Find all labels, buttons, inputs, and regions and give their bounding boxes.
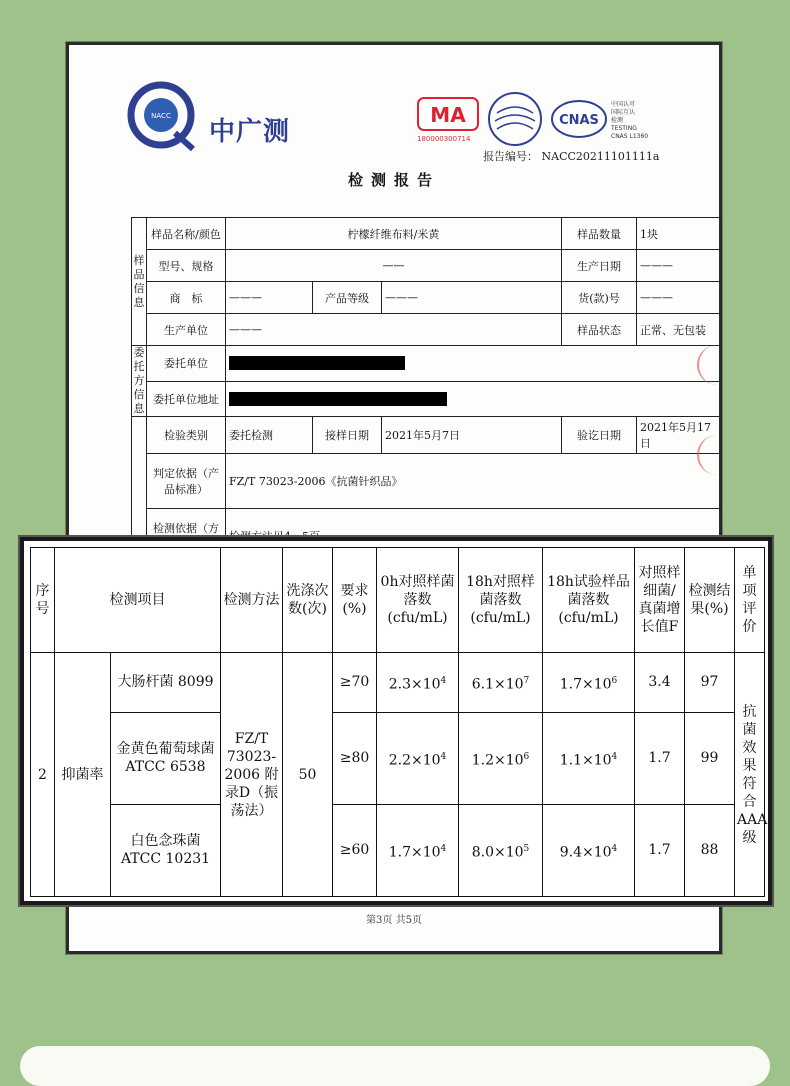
- certification-marks: [417, 91, 687, 151]
- header-rating: 单项评价: [735, 548, 765, 653]
- group-label-sample: 样品信息: [132, 218, 147, 346]
- table-row: 2 抑菌率 大肠杆菌 8099 FZ/T 73023-2006 附录D（振荡法） 50 ≥70 $2.3\times 10^4$ $6.1\times 10^7$ $1.7\times 10^6$ 3.4 97 抗菌效果符合AAA级: [31, 653, 765, 713]
- header-item: 检测项目: [55, 548, 221, 653]
- cnas-mark-icon: [551, 99, 607, 139]
- cma-mark-icon: [417, 97, 479, 131]
- seq-cell: 2: [31, 653, 55, 897]
- svg-text:CNAS: CNAS: [559, 113, 599, 128]
- washes-cell: 50: [283, 653, 333, 897]
- results-table: [30, 547, 768, 897]
- organism-cell: 金黄色葡萄球菌 ATCC 6538: [111, 712, 221, 804]
- header-ctrl0: 0h对照样菌落数(cfu/mL): [377, 548, 459, 653]
- method-cell: FZ/T 73023-2006 附录D（振荡法）: [221, 653, 283, 897]
- organism-cell: 大肠杆菌 8099: [111, 653, 221, 713]
- logo-text: 中广测: [209, 117, 291, 147]
- report-title: 检测报告: [347, 171, 440, 189]
- sample-info-table: 样品信息 样品名称/颜色 柠檬纤维布料/米黄 样品数量 1块 型号、规格 —— 生产日期 ——— 商 标 ——— 产品等级 ——— 货(款)号 ——— 生产单位 ——— 样品状态 正常、无包装 委托方信息 委托单位 委托单位地址 检验类别 委托检测 接样日期 2021年5月7日 验讫日期 2021年5月17日 判定依据（产品标准） FZ/T 73023-2006《抗菌针织品》 检测依据（方: [131, 217, 722, 564]
- organism-cell: 白色念珠菌 ATCC 10231: [111, 804, 221, 896]
- report-number: 报告编号： NACC20211101111a: [483, 150, 660, 163]
- category-cell: 抑菌率: [55, 653, 111, 897]
- header-seq: 序号: [31, 548, 55, 653]
- nacc-logo: [127, 81, 327, 161]
- header-washes: 洗涤次数(次): [283, 548, 333, 653]
- ilac-mra-mark-icon: [487, 91, 543, 147]
- svg-text:MA: MA: [430, 103, 466, 127]
- header-result: 检测结果(%): [685, 548, 735, 653]
- cnas-note: 中国认可 国际互认 检测 TESTING CNAS L1360: [611, 101, 649, 140]
- table-row: 白色念珠菌 ATCC 10231 ≥60 $1.7\times 10^4$ $8.0\times 10^5$ $9.4\times 10^4$ 1.7 88: [31, 804, 765, 896]
- group-label-client: 委托方信息: [133, 346, 145, 415]
- redaction-bar: [229, 356, 405, 370]
- header-ctrl18: 18h对照样菌落数(cfu/mL): [459, 548, 543, 653]
- bottom-card: [20, 1046, 770, 1086]
- svg-text:NACC: NACC: [151, 112, 171, 120]
- header-growth: 对照样细菌/真菌增长值F: [635, 548, 685, 653]
- table-row: 金黄色葡萄球菌 ATCC 6538 ≥80 $2.2\times 10^4$ $1.2\times 10^6$ $1.1\times 10^4$ 1.7 99: [31, 712, 765, 804]
- nacc-logo-icon: [127, 81, 199, 153]
- header-method: 检测方法: [221, 548, 283, 653]
- cma-number: 180000300714: [417, 135, 471, 143]
- page-footer: 第3页 共5页: [366, 915, 422, 926]
- header-req: 要求(%): [333, 548, 377, 653]
- rating-cell: 抗菌效果符合AAA级: [735, 653, 765, 897]
- redaction-bar: [229, 392, 447, 406]
- header-test18: 18h试验样品菌落数(cfu/mL): [543, 548, 635, 653]
- results-zoom-panel: [20, 537, 772, 905]
